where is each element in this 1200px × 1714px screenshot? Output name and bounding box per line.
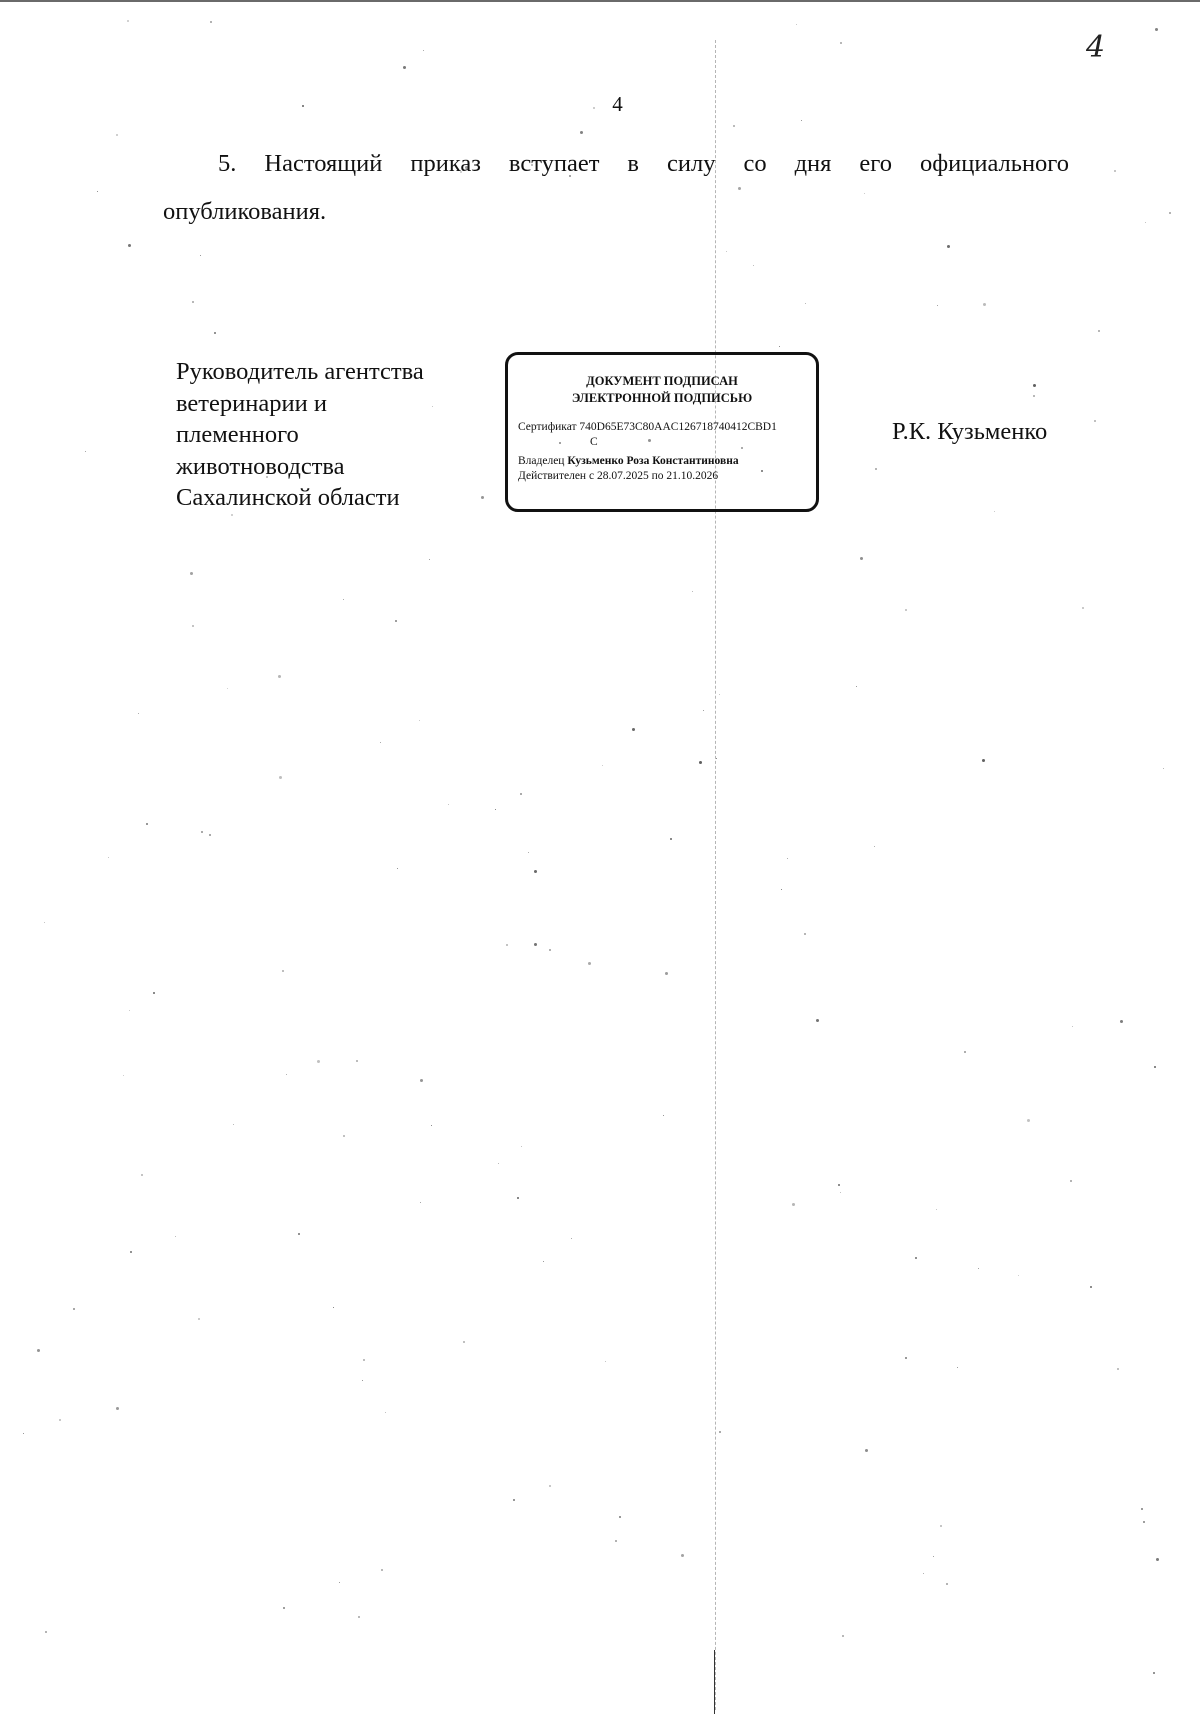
scan-speck bbox=[915, 1257, 917, 1259]
signer-position-line: ветеринарии и bbox=[176, 389, 327, 417]
scan-speck bbox=[865, 1449, 868, 1452]
scan-speck bbox=[982, 759, 985, 762]
scan-speck bbox=[1018, 1275, 1019, 1276]
scan-speck bbox=[978, 1268, 979, 1269]
scan-speck bbox=[787, 858, 788, 859]
scan-speck bbox=[463, 1341, 465, 1343]
scan-speck bbox=[905, 1357, 907, 1359]
scan-speck bbox=[97, 191, 98, 192]
scan-speck bbox=[356, 1060, 358, 1062]
scan-speck bbox=[719, 1431, 721, 1433]
scan-speck bbox=[1033, 384, 1036, 387]
scan-speck bbox=[571, 1238, 572, 1239]
scan-speck bbox=[816, 1019, 819, 1022]
scan-speck bbox=[333, 1307, 334, 1308]
scan-speck bbox=[588, 962, 591, 965]
paragraph-line: 5. Настоящий приказ вступает в силу со дня его официального bbox=[218, 150, 1069, 177]
scan-speck bbox=[726, 251, 727, 252]
scan-speck bbox=[1082, 607, 1084, 609]
scan-speck bbox=[214, 332, 216, 334]
scan-speck bbox=[875, 468, 877, 470]
scan-speck bbox=[665, 972, 668, 975]
scan-speck bbox=[719, 694, 720, 695]
scan-speck bbox=[116, 134, 118, 136]
scan-speck bbox=[358, 1616, 360, 1618]
scan-speck bbox=[85, 451, 86, 452]
scan-speck bbox=[141, 1174, 143, 1176]
stamp-validity: Действителен с 28.07.2025 по 21.10.2026 bbox=[518, 470, 719, 482]
scan-speck bbox=[874, 846, 875, 847]
scan-speck bbox=[339, 1582, 340, 1583]
scan-speck bbox=[1155, 28, 1158, 31]
scan-speck bbox=[1169, 212, 1171, 214]
scan-speck bbox=[380, 742, 381, 743]
scan-speck bbox=[138, 713, 139, 714]
scan-speck bbox=[192, 625, 194, 627]
scan-speck bbox=[580, 131, 583, 134]
scan-speck bbox=[286, 1074, 287, 1075]
scan-speck bbox=[933, 1556, 934, 1557]
stamp-title-line: ЭЛЕКТРОННОЙ ПОДПИСЬЮ bbox=[571, 391, 753, 405]
scan-speck bbox=[840, 42, 842, 44]
scan-speck bbox=[549, 1485, 551, 1487]
scan-speck bbox=[210, 21, 212, 23]
scan-speck bbox=[317, 1060, 320, 1063]
scan-speck bbox=[385, 1412, 386, 1413]
scan-speck bbox=[1027, 1119, 1030, 1122]
scan-speck bbox=[605, 1361, 606, 1362]
scan-speck bbox=[127, 20, 129, 22]
scan-speck bbox=[227, 688, 228, 689]
scan-speck bbox=[192, 301, 194, 303]
scan-speck bbox=[209, 834, 211, 836]
scan-speck bbox=[45, 1631, 47, 1633]
scan-speck bbox=[278, 675, 281, 678]
scan-speck bbox=[753, 265, 754, 266]
scan-speck bbox=[796, 24, 797, 25]
scan-speck bbox=[190, 572, 193, 575]
scan-speck bbox=[860, 557, 863, 560]
scan-speck bbox=[108, 857, 109, 858]
scan-speck bbox=[946, 1583, 948, 1585]
scan-speck bbox=[923, 1573, 924, 1574]
scan-speck bbox=[429, 559, 430, 560]
scan-speck bbox=[362, 1380, 363, 1381]
scan-speck bbox=[692, 591, 693, 592]
scan-speck bbox=[343, 599, 344, 600]
scan-speck bbox=[513, 1499, 515, 1501]
scan-speck bbox=[431, 1125, 432, 1126]
stamp-certificate bbox=[518, 420, 806, 450]
stamp-certificate-value-cont: C bbox=[590, 436, 598, 448]
scan-speck bbox=[233, 1124, 234, 1125]
scan-speck bbox=[528, 852, 529, 853]
e-signature-stamp bbox=[505, 352, 819, 512]
scan-speck bbox=[423, 50, 424, 51]
scan-speck bbox=[1090, 1286, 1092, 1288]
scan-speck bbox=[733, 125, 735, 127]
scan-speck bbox=[520, 793, 522, 795]
scan-speck bbox=[420, 1202, 421, 1203]
scan-speck bbox=[779, 346, 780, 347]
scan-speck bbox=[231, 514, 233, 516]
scan-speck bbox=[397, 868, 398, 869]
scan-speck bbox=[481, 496, 484, 499]
stamp-title-line: ДОКУМЕНТ ПОДПИСАН bbox=[586, 374, 738, 388]
scan-speck bbox=[1117, 1368, 1119, 1370]
scan-speck bbox=[681, 1554, 684, 1557]
scan-speck bbox=[947, 245, 950, 248]
stamp-owner-value: Кузьменко Роза Константиновна bbox=[567, 455, 739, 467]
stamp-owner-label: Владелец bbox=[518, 455, 565, 467]
scan-speck bbox=[198, 1318, 200, 1320]
scan-speck bbox=[699, 761, 702, 764]
scan-speck bbox=[279, 776, 282, 779]
scan-speck bbox=[200, 255, 201, 256]
scan-speck bbox=[128, 244, 131, 247]
scan-speck bbox=[842, 1635, 844, 1637]
scan-speck bbox=[994, 511, 995, 512]
scan-speck bbox=[1143, 1521, 1145, 1523]
scan-speck bbox=[44, 922, 45, 923]
scan-speck bbox=[1154, 1066, 1156, 1068]
scan-speck bbox=[1070, 1180, 1072, 1182]
scan-speck bbox=[957, 1367, 958, 1368]
scan-speck bbox=[1033, 395, 1035, 397]
page-number: 4 bbox=[612, 92, 623, 116]
scan-speck bbox=[343, 1135, 345, 1137]
scan-speck bbox=[363, 1359, 365, 1361]
scan-speck bbox=[534, 870, 537, 873]
scan-speck bbox=[201, 831, 203, 833]
scan-speck bbox=[37, 1349, 40, 1352]
scan-speck bbox=[940, 1525, 942, 1527]
scan-speck bbox=[175, 1236, 176, 1237]
scan-speck bbox=[381, 1569, 383, 1571]
stamp-certificate-value: 740D65E73C80AAC126718740412CBD1 bbox=[579, 421, 777, 433]
scan-speck bbox=[543, 1261, 544, 1262]
scan-speck bbox=[395, 620, 397, 622]
scan-speck bbox=[670, 838, 672, 840]
scan-speck bbox=[283, 1607, 285, 1609]
scan-speck bbox=[403, 66, 406, 69]
scan-speck bbox=[663, 1115, 664, 1116]
scan-speck bbox=[805, 303, 806, 304]
scan-speck bbox=[838, 1184, 840, 1186]
scan-speck bbox=[840, 1192, 841, 1193]
scan-speck bbox=[1156, 1558, 1159, 1561]
scan-speck bbox=[116, 1407, 119, 1410]
scan-speck bbox=[1098, 330, 1100, 332]
scan-speck bbox=[73, 1308, 75, 1310]
signer-name: Р.К. Кузьменко bbox=[892, 418, 1048, 445]
scan-speck bbox=[130, 1251, 132, 1253]
scan-speck bbox=[1120, 1020, 1123, 1023]
scan-speck bbox=[146, 823, 148, 825]
scan-speck bbox=[801, 120, 802, 121]
stamp-title bbox=[518, 373, 806, 407]
scan-speck bbox=[59, 1419, 61, 1421]
scan-speck bbox=[936, 1209, 937, 1210]
scan-speck bbox=[534, 943, 537, 946]
scan-speck bbox=[282, 970, 284, 972]
scan-speck bbox=[129, 1010, 130, 1011]
scan-speck bbox=[1163, 768, 1164, 769]
handwritten-page-mark: 4 bbox=[1086, 30, 1106, 65]
scan-speck bbox=[1153, 1672, 1155, 1674]
scan-speck bbox=[1145, 222, 1146, 223]
scan-speck bbox=[1141, 1508, 1143, 1510]
scan-speck bbox=[549, 949, 551, 951]
scan-speck bbox=[448, 804, 449, 805]
scan-speck bbox=[804, 933, 806, 935]
scan-speck bbox=[1094, 420, 1096, 422]
scan-speck bbox=[781, 889, 782, 890]
scan-speck bbox=[602, 765, 603, 766]
paragraph-line: опубликования. bbox=[163, 198, 327, 225]
signer-position-line: Руководитель агентства bbox=[176, 358, 424, 385]
scan-speck bbox=[1114, 170, 1116, 172]
scan-speck bbox=[615, 1540, 617, 1542]
scan-speck bbox=[983, 303, 986, 306]
stamp-owner bbox=[518, 454, 806, 469]
signer-position bbox=[176, 356, 476, 514]
scan-speck bbox=[856, 686, 857, 687]
scan-speck bbox=[905, 609, 907, 611]
scan-speck bbox=[506, 944, 508, 946]
scan-speck bbox=[703, 710, 704, 711]
scan-speck bbox=[419, 720, 420, 721]
scan-speck bbox=[123, 1075, 124, 1076]
scan-speck bbox=[632, 728, 635, 731]
signer-position-line: племенного bbox=[176, 421, 299, 448]
scan-speck bbox=[792, 1203, 795, 1206]
scan-speck bbox=[498, 1163, 499, 1164]
scan-speck bbox=[937, 305, 938, 306]
scan-speck bbox=[1072, 1026, 1073, 1027]
scan-speck bbox=[153, 992, 155, 994]
scan-speck bbox=[495, 809, 496, 810]
scan-speck bbox=[964, 1051, 966, 1053]
scan-speck bbox=[716, 758, 717, 759]
scan-speck bbox=[420, 1079, 423, 1082]
stamp-certificate-label: Сертификат bbox=[518, 421, 577, 433]
signer-position-line: животноводства bbox=[176, 452, 345, 480]
scan-speck bbox=[23, 1433, 24, 1434]
signer-position-line: Сахалинской области bbox=[176, 484, 400, 511]
scan-speck bbox=[517, 1197, 519, 1199]
scan-speck bbox=[521, 1146, 522, 1147]
scan-speck bbox=[298, 1233, 300, 1235]
order-paragraph bbox=[163, 140, 1069, 236]
scan-speck bbox=[619, 1516, 621, 1518]
